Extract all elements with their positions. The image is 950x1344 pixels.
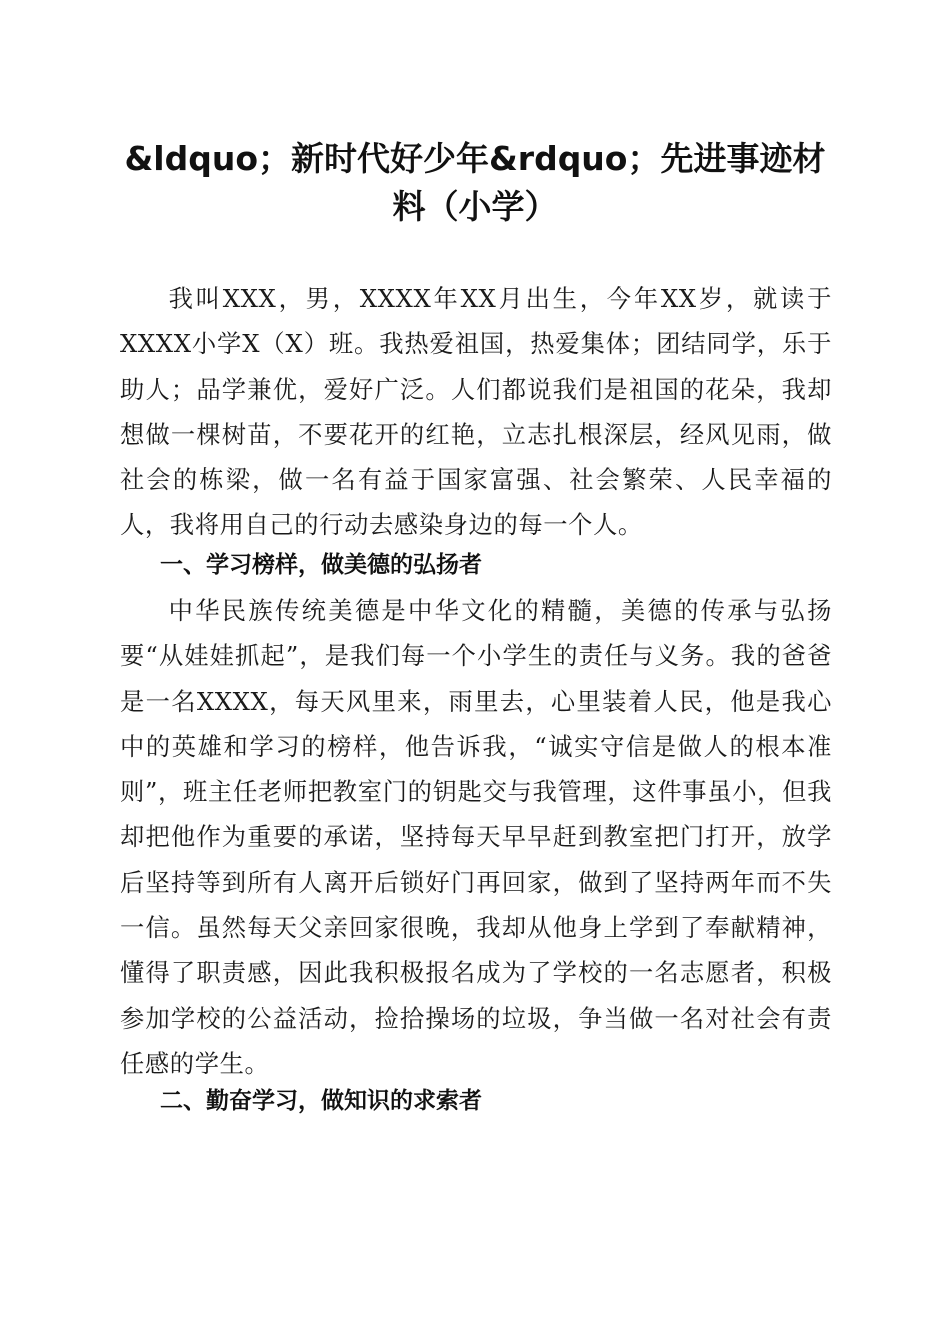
section-heading-2: 二、勤奋学习，做知识的求索者 [160,1088,482,1114]
section-1-paragraph: 中华民族传统美德是中华文化的精髓，美德的传承与弘扬要“从娃娃抓起”，是我们每一个小学生的责任与义务。我的爸爸是一名XXXX，每天风里来，雨里去，心里装着人民，他是我心中的英雄和学习的榜样，他告诉我，“诚实守信是做人的根本准则”，班主任老师把教室门的钥匙交与我管理，这件事虽小，但我却把他作为重要的承诺，坚持每天早早赶到教室把门打开，放学后坚持等到所有人离开后锁好门再回家，做到了坚持两年而不失一信。虽然每天父亲回家很晚，我却从他身上学到了奉献精神，懂得了职责感，因此我积极报名成为了学校的一名志愿者，积极参加学校的公益活动，捡拾操场的垃圾，争当做一名对社会有责任感的学生。 [120,596,832,1078]
section-heading-1: 一、学习榜样，做美德的弘扬者 [160,552,482,578]
document-title: &ldquo；新时代好少年&rdquo；先进事迹材料（小学） [124,139,826,226]
intro-paragraph: 我叫XXX，男，XXXX年XX月出生，今年XX岁，就读于XXXX小学X（X）班。我热爱祖国，热爱集体；团结同学，乐于助人；品学兼优，爱好广泛。人们都说我们是祖国的花朵，我却想做一棵树苗，不要花开的红艳，立志扎根深层，经风见雨，做社会的栋梁，做一名有益于国家富强、社会繁荣、人民幸福的人，我将用自己的行动去感染身边的每一个人。 [120,284,832,540]
